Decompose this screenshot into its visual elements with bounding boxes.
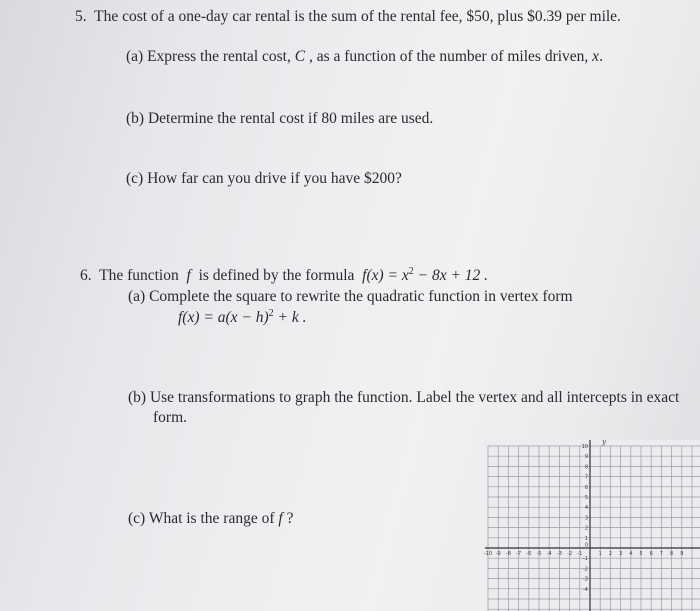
problem-6b-text-1: Use transformations to graph the function. Label the vertex and all intercepts in exact — [149, 389, 680, 406]
problem-5c-text: How far can you drive if you have $200? — [147, 170, 402, 187]
problem-6-number: 6. — [80, 267, 92, 284]
y-tick-label: 10 — [581, 444, 588, 450]
x-tick-label: 8 — [670, 551, 674, 557]
y-tick-label: 4 — [584, 505, 588, 512]
problem-6-stem — [80, 267, 488, 285]
x-tick-label: -1 — [577, 551, 583, 557]
x-tick-label: 6 — [649, 551, 653, 557]
x-tick-label: 1 — [598, 551, 602, 557]
origin-label: 0 — [584, 542, 588, 549]
x-tick-label: 7 — [659, 551, 663, 557]
y-tick-label: -3 — [583, 576, 588, 583]
vertex-form-formula — [178, 309, 306, 327]
problem-5a-label: (a) — [126, 48, 144, 65]
formula-f: f — [362, 267, 367, 284]
y-tick-label: -2 — [583, 566, 588, 573]
problem-5a-text-1: Express the rental cost, — [147, 48, 291, 65]
y-tick-label: 1 — [584, 535, 588, 542]
x-tick-label: -5 — [536, 551, 542, 557]
vertex-form-left: f(x) = a(x − h) — [178, 309, 269, 326]
problem-5c-label: (c) — [126, 170, 144, 187]
y-tick-label: -1 — [583, 556, 588, 563]
y-tick-label: 6 — [584, 484, 588, 491]
x-tick-label: -6 — [526, 551, 532, 557]
problem-5b — [126, 110, 433, 128]
problem-6c-label: (c) — [128, 510, 146, 527]
problem-5-number: 5. — [75, 8, 87, 25]
problem-6-text-1: The function — [99, 267, 179, 284]
y-tick-label: 5 — [584, 495, 588, 501]
x-tick-label: 4 — [629, 551, 633, 557]
problem-6-text-2: is defined by the formula — [198, 267, 355, 284]
problem-5-stem — [75, 8, 621, 26]
problem-6b-continued — [153, 409, 187, 427]
x-tick-label: 9 — [680, 551, 684, 557]
x-tick-label: -10 — [483, 551, 493, 557]
problem-6a-text: Complete the square to rewrite the quadratic function in vertex form — [149, 288, 573, 305]
x-tick-label: -2 — [567, 551, 573, 557]
problem-5b-label: (b) — [126, 110, 145, 127]
problem-5c — [126, 170, 402, 188]
variable-x: x — [592, 48, 600, 65]
x-tick-label: -7 — [516, 551, 522, 557]
problem-6a — [128, 288, 573, 306]
formula-x-part: (x) = x — [366, 267, 409, 284]
problem-6a-label: (a) — [128, 288, 146, 305]
range-function-f: f — [278, 510, 283, 527]
y-tick-label: -4 — [583, 586, 588, 593]
function-name-f: f — [186, 267, 191, 284]
y-tick-label: 8 — [584, 464, 588, 471]
y-tick-label: 3 — [584, 515, 588, 522]
problem-6c-text: What is the range of — [148, 510, 275, 527]
formula-exponent: 2 — [408, 266, 414, 277]
vertex-form-right: + k . — [273, 309, 307, 326]
problem-6c-end: ? — [286, 510, 294, 527]
x-tick-label: -3 — [556, 551, 562, 557]
x-tick-label: -8 — [505, 551, 511, 557]
problem-5-text: The cost of a one-day car rental is the sum of the rental fee, $50, plus $0.39 per mile. — [94, 8, 621, 25]
y-tick-label: 2 — [584, 525, 588, 532]
coordinate-grid[interactable] — [485, 440, 700, 611]
problem-5a-text-3: . — [599, 48, 603, 65]
coordinate-grid-svg — [485, 440, 700, 611]
vertex-form-exponent: 2 — [268, 308, 274, 319]
problem-6b-text-2: form. — [153, 409, 188, 426]
function-formula — [362, 267, 488, 284]
y-tick-label: 9 — [584, 454, 588, 461]
problem-5a — [126, 48, 603, 66]
x-tick-label: 3 — [619, 551, 623, 557]
x-tick-label: 2 — [608, 551, 612, 557]
grid-background — [485, 440, 700, 611]
variable-c: C — [294, 48, 306, 65]
problem-6c — [128, 510, 293, 528]
y-axis-label: y — [602, 438, 606, 446]
problem-6b — [128, 389, 679, 407]
x-tick-label: 5 — [639, 551, 643, 557]
formula-rest: − 8x + 12 . — [413, 267, 489, 284]
problem-5a-text-2: , as a function of the number of miles driven, — [308, 48, 589, 65]
problem-5b-text: Determine the rental cost if 80 miles are used. — [147, 110, 434, 127]
x-tick-label: -9 — [495, 551, 501, 557]
problem-6b-label: (b) — [128, 389, 147, 406]
x-tick-label: -4 — [546, 551, 552, 557]
y-tick-label: 7 — [584, 474, 588, 481]
